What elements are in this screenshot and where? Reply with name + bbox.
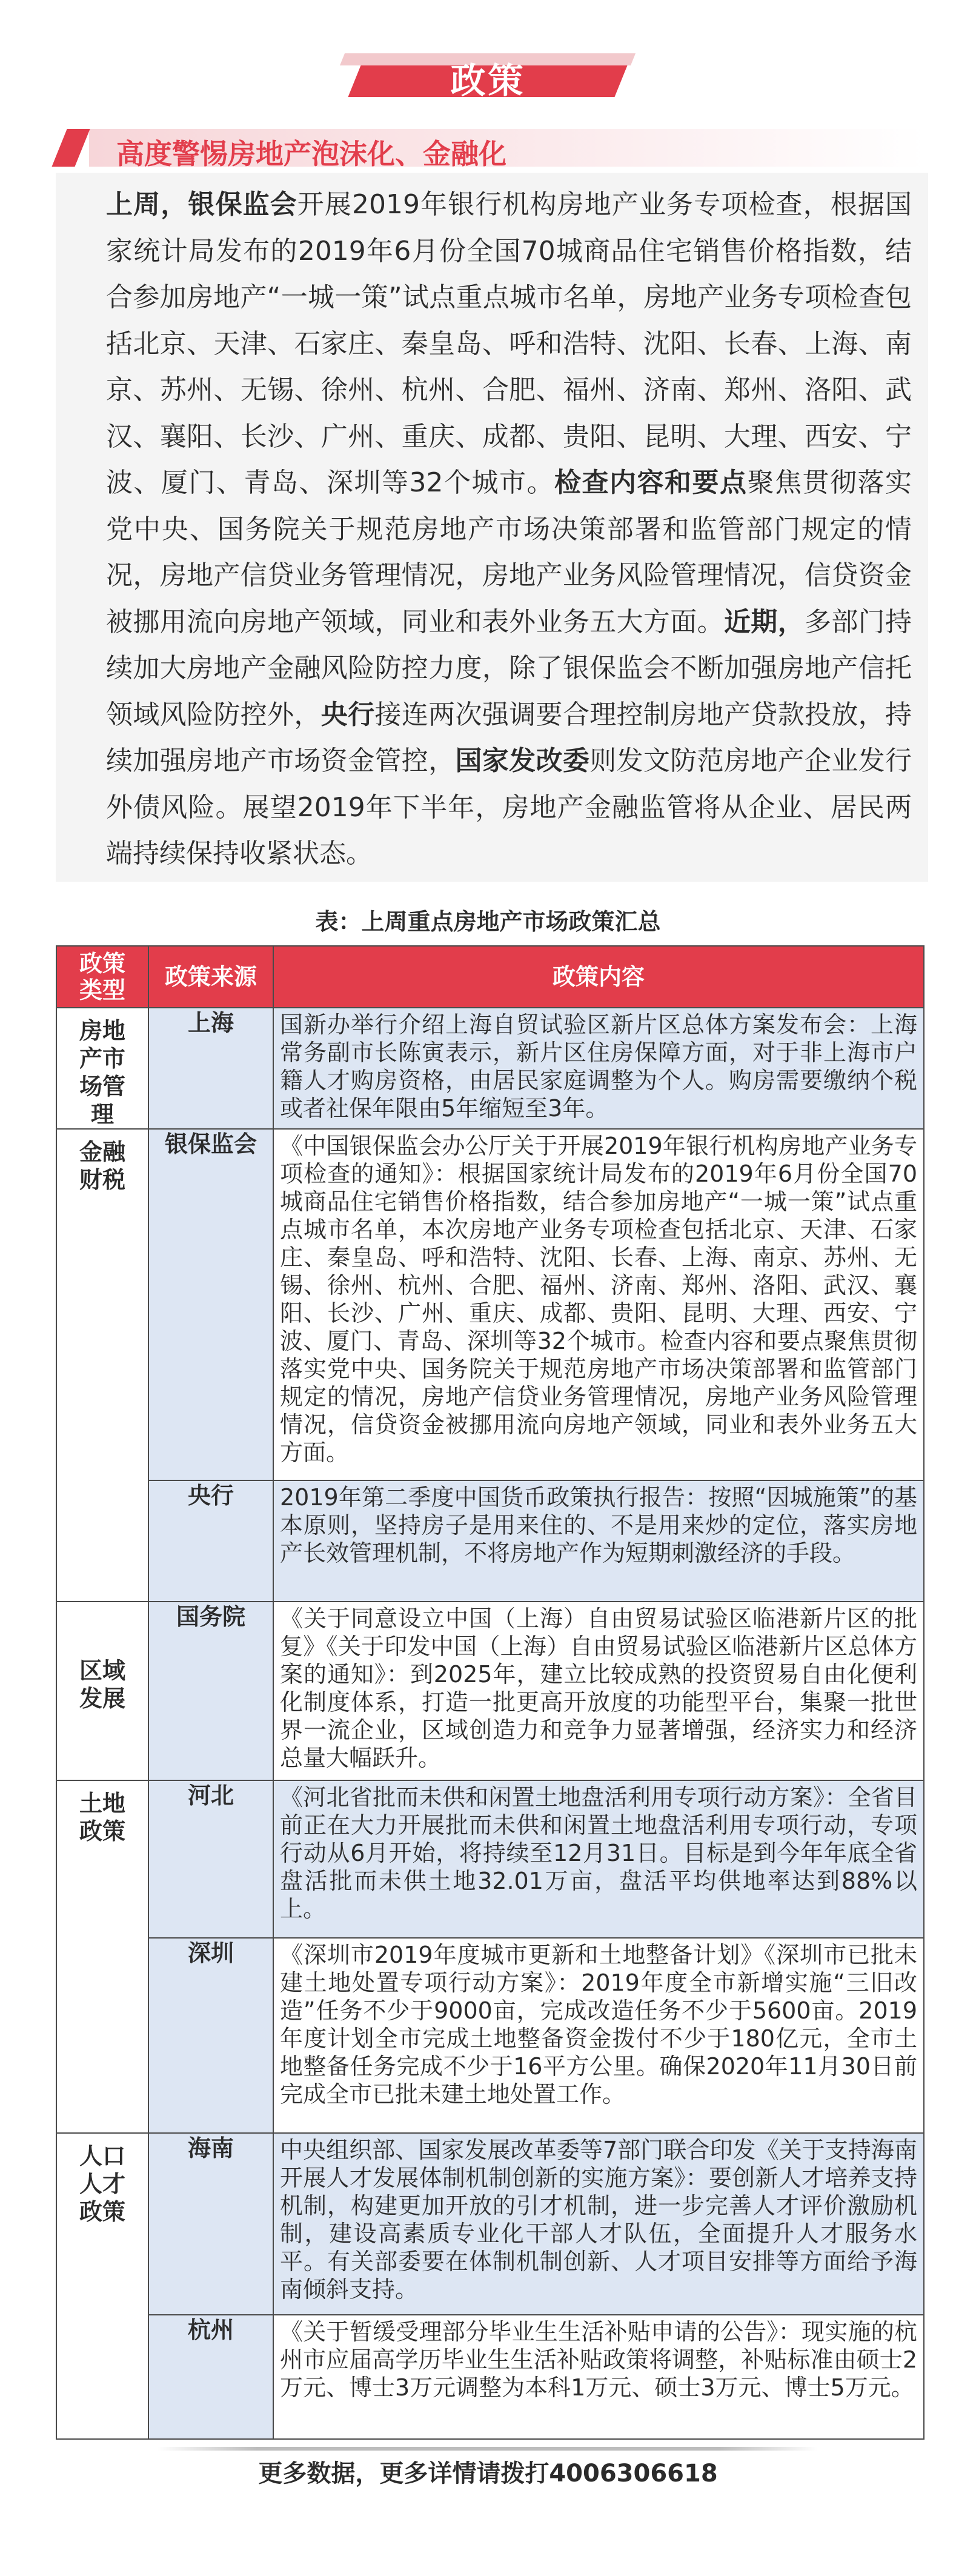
policy-type-label: 土地政策 xyxy=(79,1790,125,1845)
footer-contact: 更多数据，更多详情请拨打4006306618 xyxy=(258,2460,718,2488)
intro-bold-week: 上周， xyxy=(106,189,188,220)
intro-bold-points: 检查内容和要点 xyxy=(554,467,748,498)
intro-bold-cbirc: 银保监会 xyxy=(188,189,297,220)
policy-content: 《关于同意设立中国（上海）自由贸易试验区临港新片区的批复》《关于印发中国（上海）自由贸易试验区临港新片区总体方案的通知》：到2025年，建立比较成熟的投资贸易自由化便利化制度体系，打造一批更高开放度的功能型平台，集聚一批世界一流企业，区域创造力和竞争力显著增强，经济实力和经济总量大幅跃升。 xyxy=(273,1602,924,1780)
policy-source: 杭州 xyxy=(148,2315,273,2439)
policy-type-label: 房地产市场管理 xyxy=(79,1017,125,1128)
header-banner xyxy=(0,42,976,121)
policy-source: 央行 xyxy=(148,1480,273,1602)
header-type: 政策类型 xyxy=(56,946,148,1008)
table-row xyxy=(56,1129,924,1480)
policy-content: 《河北省批而未供和闲置土地盘活利用专项行动方案》：全省目前正在大力开展批而未供和闲置土地盘活利用专项行动，专项行动从6月开始，将持续至12月31日。目标是到今年年底全省盘活批而未供土地32.01万亩，盘活平均供地率达到88%以上。 xyxy=(273,1780,924,1938)
intro-text-4: 接连两次强调要合理控制房地产贷款投放，持续加强房地产市场资金管控， xyxy=(106,699,912,776)
policy-content: 《中国银保监会办公厅关于开展2019年银行机构房地产业务专项检查的通知》：根据国家统计局发布的2019年6月份全国70城商品住宅销售价格指数，结合参加房地产“一城一策”试点重点城市名单，本次房地产业务专项检查包括北京、天津、石家庄、秦皇岛、呼和浩特、沈阳、长春、上海、南京、苏州、无锡、徐州、杭州、合肥、福州、济南、郑州、洛阳、武汉、襄阳、长沙、广州、重庆、成都、贵阳、昆明、大理、西安、宁波、厦门、青岛、深圳等32个城市。检查内容和要点聚焦贯彻落实党中央、国务院关于规范房地产市场决策部署和监管部门规定的情况，房地产信贷业务管理情况，房地产业务风险管理情况，信贷资金被挪用流向房地产领域，同业和表外业务五大方面。 xyxy=(273,1129,924,1480)
header-source: 政策来源 xyxy=(148,946,273,1008)
table-caption: 表：上周重点房地产市场政策汇总 xyxy=(315,908,661,935)
table-row xyxy=(56,2133,924,2315)
policy-content: 2019年第二季度中国货币政策执行报告：按照“因城施策”的基本原则，坚持房子是用来住的、不是用来炒的定位，落实房地产长效管理机制，不将房地产作为短期刺激经济的手段。 xyxy=(273,1480,924,1602)
policy-source: 上海 xyxy=(148,1008,273,1129)
intro-bold-ndrc: 国家发改委 xyxy=(455,745,590,776)
policy-type xyxy=(56,1129,148,1602)
table-row xyxy=(56,1938,924,2133)
policy-type xyxy=(56,1008,148,1129)
policy-type-label: 区域发展 xyxy=(79,1657,125,1712)
table-row xyxy=(56,1602,924,1780)
policy-source: 国务院 xyxy=(148,1602,273,1780)
policy-type xyxy=(56,1780,148,2133)
section-header xyxy=(56,124,928,173)
intro-text-3: 多部门持续加大房地产金融风险防控力度，除了银保监会不断加强房地产信托领域风险防控外， xyxy=(106,606,912,730)
intro-bold-pboc: 央行 xyxy=(320,699,375,730)
policy-type-label: 人口人才政策 xyxy=(79,2143,125,2225)
policy-content: 国新办举行介绍上海自贸试验区新片区总体方案发布会：上海常务副市长陈寅表示，新片区住房保障方面，对于非上海市户籍人才购房资格，由居民家庭调整为个人。购房需要缴纳个税或者社保年限由5年缩短至3年。 xyxy=(273,1008,924,1129)
table-row xyxy=(56,1780,924,1938)
header-content: 政策内容 xyxy=(273,946,924,1008)
intro-paragraph xyxy=(106,182,912,877)
footer-divider xyxy=(158,2447,818,2451)
policy-content: 中央组织部、国家发展改革委等7部门联合印发《关于支持海南开展人才发展体制机制创新的实施方案》：要创新人才培养支持机制，构建更加开放的引才机制，进一步完善人才评价激励机制，建设高素质专业化干部人才队伍，全面提升人才服务水平。有关部委要在体制机制创新、人才项目安排等方面给予海南倾斜支持。 xyxy=(273,2133,924,2315)
intro-text-1: 开展2019年银行机构房地产业务专项检查，根据国家统计局发布的2019年6月份全国70城商品住宅销售价格指数，结合参加房地产“一城一策”试点重点城市名单，房地产业务专项检查包括北京、天津、石家庄、秦皇岛、呼和浩特、沈阳、长春、上海、南京、苏州、无锡、徐州、杭州、合肥、福州、济南、郑州、洛阳、武汉、襄阳、长沙、广州、重庆、成都、贵阳、昆明、大理、西安、宁波、厦门、青岛、深圳等32个城市。 xyxy=(106,189,912,498)
table-header-row xyxy=(56,946,924,1008)
policy-type-label: 金融财税 xyxy=(79,1139,125,1193)
table-row xyxy=(56,1480,924,1602)
section-marker xyxy=(51,129,90,167)
policy-content: 《关于暂缓受理部分毕业生生活补贴申请的公告》：现实施的杭州市应届高学历毕业生生活补贴政策将调整，补贴标准由硕士2万元、博士3万元调整为本科1万元、硕士3万元、博士5万元。 xyxy=(273,2315,924,2439)
table-row xyxy=(56,1008,924,1129)
section-title: 高度警惕房地产泡沫化、金融化 xyxy=(116,138,506,170)
policy-source: 海南 xyxy=(148,2133,273,2315)
page-title: 政策 xyxy=(450,60,526,101)
intro-text-5: 则发文防范房地产企业发行外债风险。展望2019年下半年，房地产金融监管将从企业、居民两端持续保持收紧状态。 xyxy=(106,745,912,869)
policy-type xyxy=(56,2133,148,2439)
policy-type xyxy=(56,1602,148,1780)
policy-content: 《深圳市2019年度城市更新和土地整备计划》《深圳市已批未建土地处置专项行动方案》：2019年度全市新增实施“三旧改造”任务不少于9000亩，完成改造任务不少于5600亩。2019年度计划全市完成土地整备资金拨付不少于180亿元，全市土地整备任务完成不少于16平方公里。确保2020年11月30日前完成全市已批未建土地处置工作。 xyxy=(273,1938,924,2133)
policy-table xyxy=(56,945,925,2440)
table-row xyxy=(56,2315,924,2439)
policy-source: 河北 xyxy=(148,1780,273,1938)
intro-text-2: 聚焦贯彻落实党中央、国务院关于规范房地产市场决策部署和监管部门规定的情况，房地产信贷业务管理情况，房地产业务风险管理情况，信贷资金被挪用流向房地产领域，同业和表外业务五大方面。 xyxy=(106,467,912,637)
intro-bold-recent: 近期， xyxy=(723,606,805,637)
policy-source: 深圳 xyxy=(148,1938,273,2133)
policy-source: 银保监会 xyxy=(148,1129,273,1480)
